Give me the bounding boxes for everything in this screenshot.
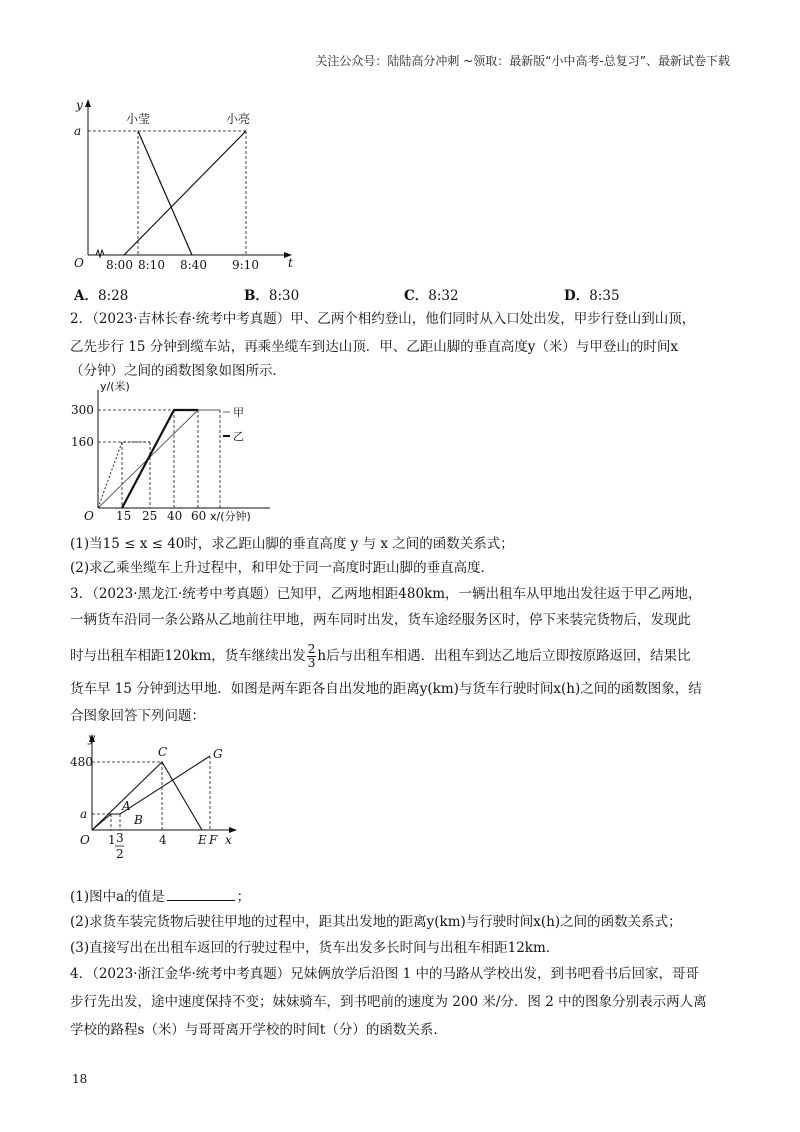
xiaoliang-line (124, 131, 246, 255)
fig3-ytick-a: a (80, 807, 88, 821)
fig3-xtick-4: 4 (159, 833, 167, 847)
fig3-origin: O (80, 833, 90, 847)
figure-3-graph (70, 731, 252, 877)
fig3-point-e: E (198, 833, 207, 847)
option-d[interactable]: D．8:35 (564, 288, 620, 304)
fig1-tick-0800: 8:00 (106, 258, 133, 272)
q2-line-1: 2．（2023·吉林长春·统考中考真题）甲、乙两个相约登山，他们同时从入口处出发，甲步行登山到山顶， (70, 311, 696, 327)
fig2-xtick-15: 15 (116, 509, 132, 523)
page-header: 关注公众号：陆陆高分冲刺 ~领取：最新版“小中高考-总复习”、最新试卷下载 (315, 54, 730, 68)
fig1-tick-0910: 9:10 (232, 258, 259, 272)
fig3-point-f: F (209, 833, 218, 847)
fig1-tick-0810: 8:10 (138, 258, 165, 272)
option-c[interactable]: C．8:32 (404, 288, 459, 304)
fig2-y-label: y/(米) (100, 380, 130, 393)
fig2-legend-yi: 乙 (233, 430, 244, 443)
fig2-ytick-300: 300 (71, 403, 94, 417)
q3-line-5: 合图象回答下列问题： (70, 708, 205, 724)
fig1-y-label: y (76, 98, 83, 112)
fig1-x-label: t (288, 256, 293, 270)
yi-walk-line (98, 442, 150, 508)
fig2-xtick-60: 60 (191, 509, 207, 523)
fig2-xtick-25: 25 (142, 509, 158, 523)
q3-line-4: 货车早 15 分钟到达甲地．如图是两车距各自出发地的距离y(km)与货车行驶时间x(h)之间的函数图象，结 (70, 681, 702, 697)
q2-sub-2: (2)求乙乘坐缆车上升过程中，和甲处于同一高度时距山脚的垂直高度． (70, 560, 495, 576)
jia-line (98, 410, 220, 508)
q3-line-2: 一辆货车沿同一条公路从乙地前往甲地，两车同时出发，货车途经服务区时，停下来装完货物后，发现此 (70, 612, 691, 628)
fig3-point-a: A (122, 799, 131, 813)
fig3-point-g: G (213, 747, 223, 761)
fig2-legend-jia: 甲 (233, 406, 244, 419)
figure-2-graph (70, 380, 330, 525)
fig3-x-label: x (225, 833, 232, 847)
yi-cable-line (122, 410, 198, 508)
xiaoying-line (138, 131, 192, 255)
q3-line-3: 时与出租车相距120km，货车继续出发 $\frac{2}{3}$ h后与出租车相遇．出租车到达乙地后立即按原路返回，结果比 (70, 642, 691, 670)
fig3-y-label: y (88, 731, 95, 745)
fig2-x-label: x/(分钟) (210, 510, 251, 523)
answer-blank[interactable] (167, 888, 235, 901)
fig3-xtick-1: 1 (108, 833, 116, 847)
fig1-tick-0840: 8:40 (180, 258, 207, 272)
q3-sub-2: (2)求货车装完货物后驶往甲地的过程中，距其出发地的距离y(km)与行驶时间x(h)之间的函数关系式； (70, 914, 682, 930)
option-a[interactable]: A．8:28 (74, 288, 129, 304)
fig2-ytick-160: 160 (71, 435, 94, 449)
fig3-xtick-frac-den: 2 (116, 847, 124, 861)
fraction-two-thirds: $\frac{2}{3}$ (307, 642, 316, 670)
page-number: 18 (72, 1072, 88, 1086)
fig2-origin: O (84, 509, 94, 523)
fig1-origin: O (74, 256, 84, 270)
q3-line-1: 3．（2023·黑龙江·统考中考真题）已知甲，乙两地相距480km，一辆出租车从甲地出发往返于甲乙两地， (70, 586, 702, 602)
q2-line-2: 乙先步行 15 分钟到缆车站，再乘坐缆车到达山顶．甲、乙距山脚的垂直高度y（米）与甲登山的时间x (70, 339, 678, 355)
q4-line-3: 学校的路程s（米）与哥哥离开学校的时间t（分）的函数关系． (70, 1022, 447, 1038)
fig1-xiaoliang-label: 小亮 (226, 112, 251, 126)
fig1-xiaoying-label: 小莹 (126, 112, 151, 126)
q2-line-3: （分钟）之间的函数图象如图所示． (70, 363, 286, 379)
q2-sub-1: (1)当15 ≤ x ≤ 40时，求乙距山脚的垂直高度 y 与 x 之间的函数关系式； (70, 536, 514, 552)
fig3-xtick-frac-num: 3 (116, 831, 124, 845)
fig2-xtick-40: 40 (167, 509, 183, 523)
figure-1-graph (60, 95, 300, 275)
fig3-ytick-480: 480 (70, 755, 93, 769)
truck-line (92, 756, 210, 830)
q4-line-1: 4．（2023·浙江金华·统考中考真题）兄妹俩放学后沿图 1 中的马路从学校出发，到书吧看书后回家，哥哥 (70, 966, 699, 982)
q3-sub-1: (1)图中a的值是 ； (70, 889, 251, 905)
q4-line-2: 步行先出发，途中速度保持不变；妹妹骑车，到书吧前的速度为 200 米/分．图 2 中的图象分别表示两人离 (70, 994, 707, 1010)
q3-sub-3: (3)直接写出在出租车返回的行驶过程中，货车出发多长时间与出租车相距12km． (70, 940, 560, 956)
fig1-a-label: a (74, 124, 82, 138)
fig3-point-b: B (134, 813, 143, 827)
fig3-point-c: C (158, 745, 168, 759)
option-b[interactable]: B．8:30 (244, 288, 300, 304)
